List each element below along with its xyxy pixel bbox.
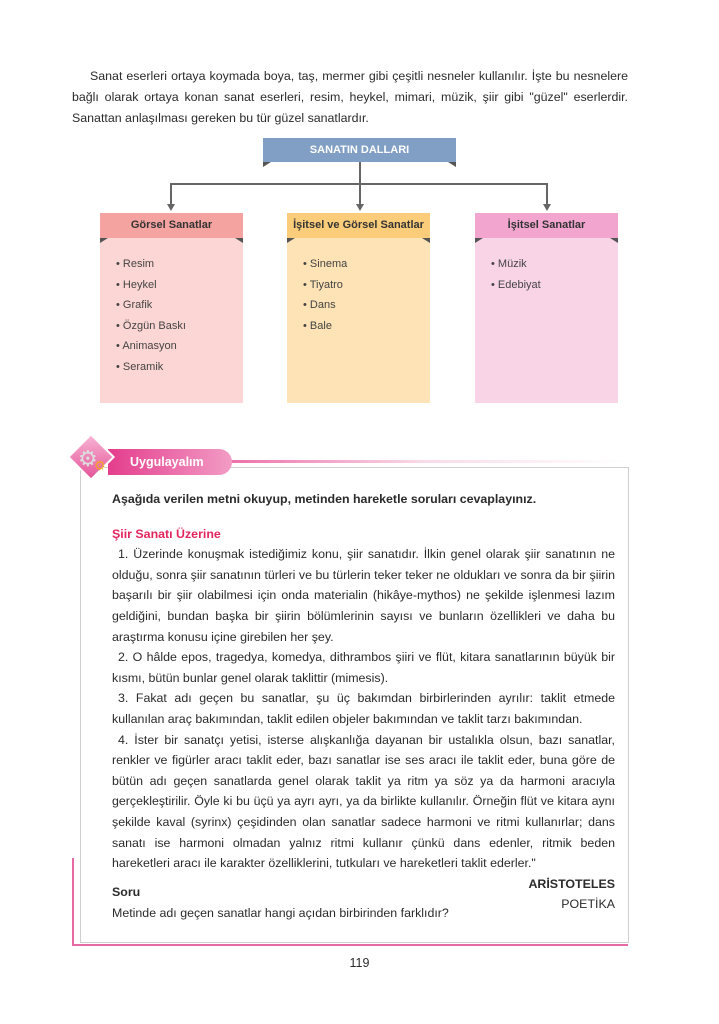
branch-item: • Müzik [491, 258, 618, 279]
connector-line [359, 183, 361, 205]
tab-underline [225, 460, 625, 463]
branch-item: • Tiyatro [303, 279, 430, 300]
arrow-down-icon [167, 204, 175, 211]
passage-paragraph: 4. İster bir sanatçı yetisi, isterse alışkanlığa dayanan bir ustalıkla olsun, bazı sanatlar, renkler ve figürler aracı taklit eder, bazı sanatlar ise ses aracı ile taklit eder, buna göre de bütün adı geçen sanatlarda genel olarak taklit ya ritm ya söz ya da harmoni aracıyla gerçekleştirilir. Öyle ki bu üçü ya ayrı ayrı, ya da birlikte kullanılır. Örneğin flüt ve kitara aynı şekilde kaval (syrinx) çeşidinden olan sanatlar sadece harmoni ve ritmi kullanırlar; dans sanatı ise harmoni olmadan yalnız ritmi kullanır çünkü dans edenler, ritmik beden hareketleri aracı ile karakter özelliklerini, tutkuları ve hareketleri taklit ederler." [112, 732, 615, 871]
page-number: 119 [349, 956, 370, 970]
branch-item: • Edebiyat [491, 279, 618, 300]
passage-paragraph: 1. Üzerinde konuşmak istediğimiz konu, şiir sanatıdır. İlkin genel olarak şiir sanatının ne olduğu, sonra şiir sanatının türleri ve bu türlerin teker teker ne oldukları ve sonra da bir şiirin başarılı bir şiir olabilmesi için onda materialin (hikâye-mythos) ne şekilde işlenmesi lazım geldiğini, bundan başka bir şiirin bölümlerinin sayısı ve bunların özellikleri ve daha bu araştırma konusu içine girebilen her şey. [112, 547, 615, 644]
branch-list [100, 238, 243, 381]
branch-item: • Özgün Baskı [116, 320, 243, 341]
branch-list [475, 238, 618, 299]
branch-item: • Dans [303, 299, 430, 320]
intro-paragraph: Sanat eserleri ortaya koymada boya, taş, mermer gibi çeşitli nesneler kullanılır. İşte bu nesnelere bağlı olarak ortaya konan sanat eserleri, resim, heykel, mimari, müzik, şiir gibi "güzel" eserlerdir. Sanattan anlaşılması gereken bu tür güzel sanatlardır. [72, 69, 628, 125]
instruction: Aşağıda verilen metni okuyup, metinden hareketle soruları cevaplayınız. [112, 492, 537, 506]
branch-title: Görsel Sanatlar [100, 213, 243, 238]
accent-line [72, 944, 628, 946]
question: Metinde adı geçen sanatlar hangi açıdan birbirinden farklıdır? [112, 906, 449, 920]
activity-content [112, 489, 615, 915]
branch-item: • Bale [303, 320, 430, 341]
branch-audio-arts [475, 213, 618, 403]
connector-line [546, 183, 548, 205]
source: POETİKA [561, 897, 615, 912]
branch-item: • Heykel [116, 279, 243, 300]
branch-title: İşitsel ve Görsel Sanatlar [287, 213, 430, 238]
author: ARİSTOTELES [528, 876, 615, 891]
gear-small-icon: ⚙ [94, 458, 106, 473]
branch-item: • Animasyon [116, 340, 243, 361]
branch-item: • Seramik [116, 361, 243, 382]
connector-line [170, 183, 172, 205]
branch-title: İşitsel Sanatlar [475, 213, 618, 238]
branch-item: • Sinema [303, 258, 430, 279]
branch-item: • Resim [116, 258, 243, 279]
branch-visual-arts [100, 213, 243, 403]
activity-tab: Uygulayalım [108, 449, 232, 475]
gear-icon: ⚙ [78, 446, 98, 471]
question-label: Soru [112, 885, 141, 899]
branch-list [287, 238, 430, 340]
branch-audiovisual-arts [287, 213, 430, 403]
diagram-title: SANATIN DALLARI [263, 138, 456, 162]
arrow-down-icon [356, 204, 364, 211]
passage-paragraph: 2. O hâlde epos, tragedya, komedya, dithrambos şiiri ve flüt, kitara sanatlarının büyük bir kısmı, bütün bunlar genel olarak taklittir (mimesis). [112, 650, 615, 685]
branch-item: • Grafik [116, 299, 243, 320]
arrow-down-icon [543, 204, 551, 211]
passage-title: Şiir Sanatı Üzerine [112, 526, 221, 541]
accent-line [72, 858, 74, 946]
passage-paragraph: 3. Fakat adı geçen bu sanatlar, şu üç bakımdan birbirlerinden ayrılır: taklit etmede kullanılan araç bakımından, taklit edilen objeler bakımından ve taklit tarzı bakımından. [112, 691, 615, 726]
